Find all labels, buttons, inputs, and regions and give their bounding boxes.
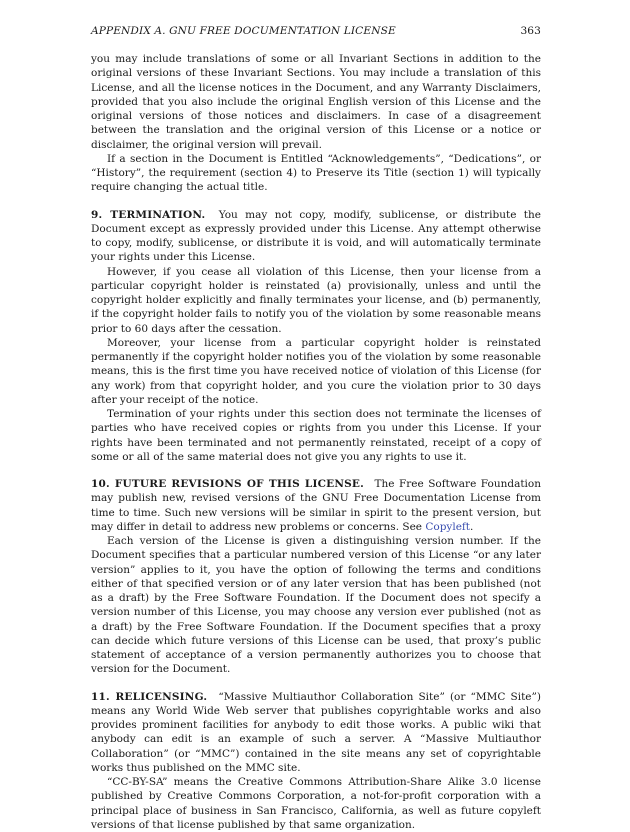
paragraph (91, 477, 541, 534)
section-heading: 11. RELICENSING. (91, 691, 207, 703)
paragraph: you may include translations of some or all Invariant Sections in addition to the original versions of these Invariant Sections. You may include a translation of this License, and all the license notices in the Document, and any Warranty Disclaimers, provided that you also include the original English version of this License and the original versions of those notices and disclaimers. In case of a disagreement between the translation and the original version of this License or a notice or disclaimer, the original version will prevail. (91, 52, 541, 152)
section-relicensing (91, 690, 541, 832)
paragraph: However, if you cease all violation of this License, then your license from a particular copyright holder is reinstated (a) provisionally, unless and until the copyright holder explicitly and finally terminates your license, and (b) permanently, if the copyright holder fails to notify you of the violation by some reasonable means prior to 60 days after the cessation. (91, 265, 541, 336)
section-termination (91, 208, 541, 465)
paragraph (91, 690, 541, 776)
document-page (91, 24, 541, 832)
paragraph: Moreover, your license from a particular copyright holder is reinstated permanently if the copyright holder notifies you of the violation by some reasonable means, this is the first time you have received notice of violation of this License (for any work) from that copyright holder, and you cure the violation prior to 30 days after your receipt of the notice. (91, 336, 541, 407)
paragraph-text: “Massive Multiauthor Collaboration Site” (or “MMC Site”) means any World Wide Web server that publishes copyrightable works and also provides prominent facilities for anybody to edit those works. A public wiki that anybody can edit is an example of such a server. A “Massive Multiauthor Collaboration” (or “MMC”) contained in the site means any set of copyrightable works thus published on the MMC site. (91, 691, 541, 774)
section-heading: 9. TERMINATION. (91, 209, 205, 221)
section-future-revisions (91, 477, 541, 677)
document-body (91, 52, 541, 832)
paragraph-end: . (470, 521, 473, 533)
page-number: 363 (520, 24, 541, 38)
chapter-title: APPENDIX A. GNU FREE DOCUMENTATION LICENSE (91, 24, 396, 38)
running-header (91, 24, 541, 38)
copyleft-link[interactable]: Copyleft (425, 521, 470, 533)
paragraph (91, 208, 541, 265)
section-heading: 10. FUTURE REVISIONS OF THIS LICENSE. (91, 478, 364, 490)
paragraph-text: You may not copy, modify, sublicense, or distribute the Document except as expressly provided under this License. Any attempt otherwise to copy, modify, sublicense, or distribute it is void, and will automatically terminate your rights under this License. (91, 209, 541, 264)
paragraph: “CC-BY-SA” means the Creative Commons Attribution-Share Alike 3.0 license published by Creative Commons Corporation, a not-for-profit corporation with a principal place of business in San Francisco, California, as well as future copyleft versions of that license published by that same organization. (91, 775, 541, 832)
paragraph: Each version of the License is given a distinguishing version number. If the Document specifies that a particular numbered version of this License “or any later version” applies to it, you have the option of following the terms and conditions either of that specified version or of any later version that has been published (not as a draft) by the Free Software Foundation. If the Document does not specify a version number of this License, you may choose any version ever published (not as a draft) by the Free Software Foundation. If the Document specifies that a proxy can decide which future versions of this License can be used, that proxy’s public statement of acceptance of a version permanently authorizes you to choose that version for the Document. (91, 534, 541, 677)
paragraph: If a section in the Document is Entitled “Acknowledgements”, “Dedications”, or “History”, the requirement (section 4) to Preserve its Title (section 1) will typically require changing the actual title. (91, 152, 541, 195)
paragraph-text: The Free Software Foundation may publish new, revised versions of the GNU Free Documentation License from time to time. Such new versions will be similar in spirit to the present version, but may differ in detail to address new problems or concerns. See (91, 478, 541, 533)
paragraph: Termination of your rights under this section does not terminate the licenses of parties who have received copies or rights from you under this License. If your rights have been terminated and not permanently reinstated, receipt of a copy of some or all of the same material does not give you any rights to use it. (91, 407, 541, 464)
